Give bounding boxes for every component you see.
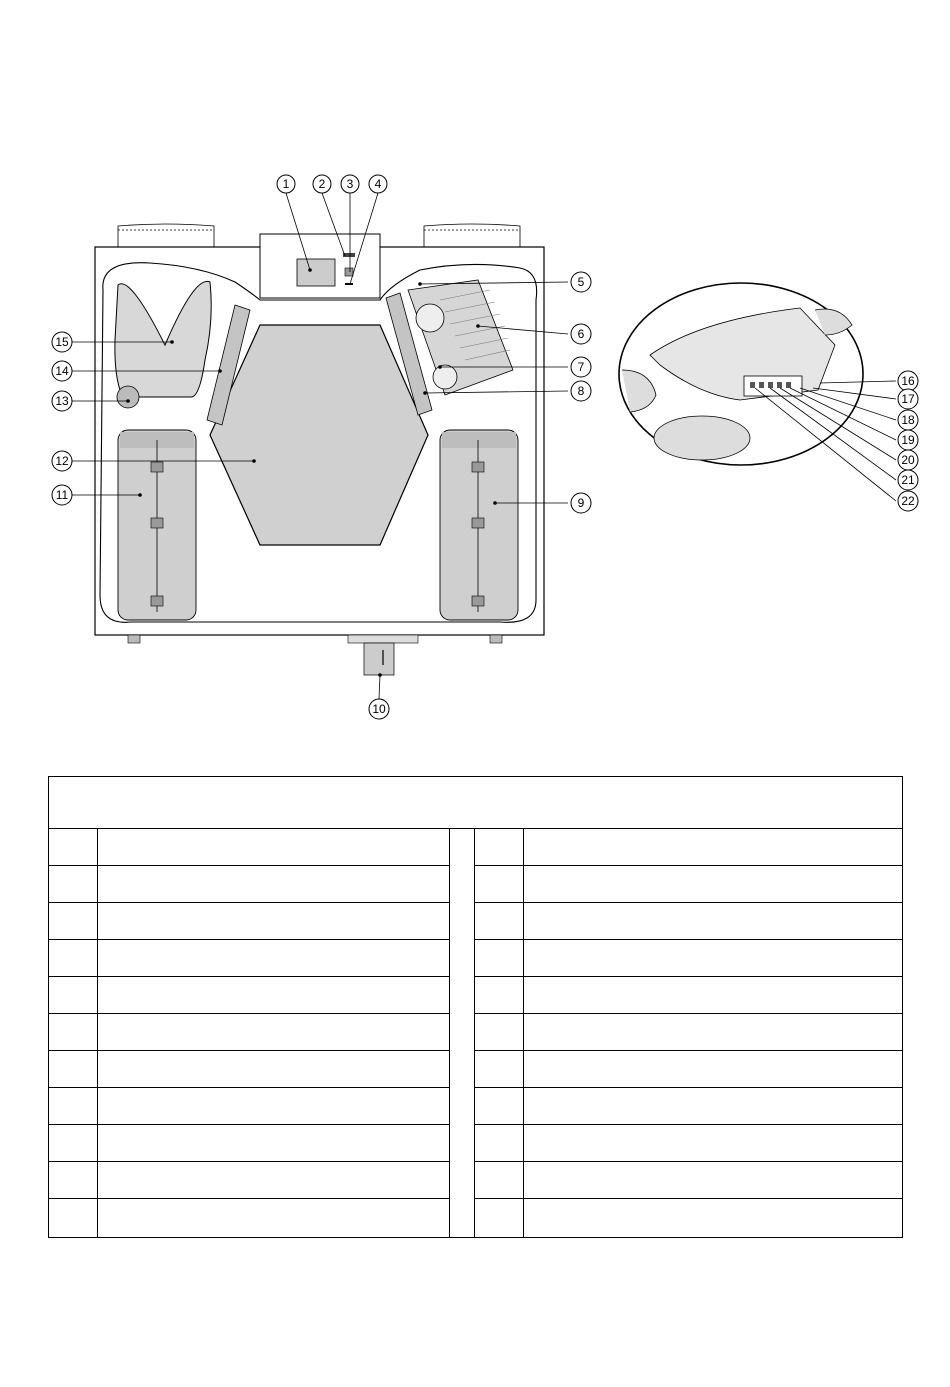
row-description bbox=[98, 940, 449, 976]
row-description bbox=[98, 977, 449, 1013]
row-number bbox=[49, 829, 98, 865]
svg-text:18: 18 bbox=[901, 413, 915, 427]
table-row bbox=[49, 1014, 449, 1051]
callout-9 bbox=[571, 493, 591, 513]
callout-21 bbox=[898, 470, 918, 490]
fan-right bbox=[440, 430, 518, 620]
svg-text:22: 22 bbox=[901, 494, 915, 508]
svg-text:2: 2 bbox=[318, 177, 326, 191]
svg-text:7: 7 bbox=[577, 360, 585, 374]
row-number bbox=[49, 1125, 98, 1161]
svg-text:1: 1 bbox=[282, 177, 290, 191]
table-row bbox=[475, 1088, 902, 1125]
row-number bbox=[49, 866, 98, 902]
legend-title bbox=[49, 777, 902, 829]
table-row bbox=[49, 1125, 449, 1162]
table-row bbox=[475, 903, 902, 940]
row-number bbox=[475, 1014, 524, 1050]
row-description bbox=[98, 1199, 449, 1237]
row-number bbox=[475, 940, 524, 976]
callout-5 bbox=[571, 272, 591, 292]
svg-text:15: 15 bbox=[55, 335, 69, 349]
svg-text:14: 14 bbox=[55, 364, 69, 378]
row-number bbox=[475, 977, 524, 1013]
row-number bbox=[475, 1162, 524, 1198]
row-description bbox=[98, 1014, 449, 1050]
row-number bbox=[475, 1088, 524, 1124]
row-description bbox=[524, 1051, 902, 1087]
svg-text:20: 20 bbox=[901, 453, 915, 467]
callout-15 bbox=[52, 332, 72, 352]
row-description bbox=[98, 1162, 449, 1198]
row-description bbox=[524, 1162, 902, 1198]
display-screen bbox=[297, 259, 335, 286]
callout-2 bbox=[313, 175, 331, 193]
callout-6 bbox=[571, 324, 591, 344]
callout-12 bbox=[52, 451, 72, 471]
row-description bbox=[524, 1199, 902, 1237]
callout-18 bbox=[898, 410, 918, 430]
row-description bbox=[98, 1125, 449, 1161]
legend-table bbox=[48, 776, 903, 1238]
svg-text:16: 16 bbox=[901, 374, 915, 388]
table-row bbox=[49, 866, 449, 903]
legend-divider-column bbox=[449, 829, 475, 1237]
table-row bbox=[475, 1125, 902, 1162]
row-description bbox=[524, 1088, 902, 1124]
table-row bbox=[475, 866, 902, 903]
row-description bbox=[98, 1088, 449, 1124]
svg-text:6: 6 bbox=[577, 327, 585, 341]
row-description bbox=[98, 1051, 449, 1087]
callout-19 bbox=[898, 430, 918, 450]
table-row bbox=[49, 903, 449, 940]
inset-detail bbox=[619, 283, 863, 465]
row-description bbox=[524, 829, 902, 865]
row-number bbox=[475, 903, 524, 939]
row-number bbox=[49, 1162, 98, 1198]
table-row bbox=[475, 940, 902, 977]
row-number bbox=[49, 1088, 98, 1124]
row-description bbox=[98, 829, 449, 865]
push-button bbox=[345, 268, 353, 276]
row-description bbox=[524, 940, 902, 976]
bypass-motor bbox=[117, 386, 139, 408]
fan-left bbox=[118, 430, 196, 620]
svg-text:17: 17 bbox=[901, 392, 915, 406]
row-description bbox=[524, 903, 902, 939]
svg-text:21: 21 bbox=[901, 473, 915, 487]
row-description bbox=[524, 1125, 902, 1161]
svg-text:9: 9 bbox=[577, 496, 585, 510]
row-number bbox=[49, 903, 98, 939]
table-row bbox=[475, 1051, 902, 1088]
table-row bbox=[475, 977, 902, 1014]
svg-text:12: 12 bbox=[55, 454, 69, 468]
row-number bbox=[49, 1199, 98, 1237]
row-number bbox=[475, 866, 524, 902]
callout-13 bbox=[52, 391, 72, 411]
svg-text:13: 13 bbox=[55, 394, 69, 408]
callout-20 bbox=[898, 450, 918, 470]
row-number bbox=[475, 1199, 524, 1237]
condensate-drain bbox=[348, 635, 418, 675]
row-number bbox=[49, 977, 98, 1013]
row-number bbox=[475, 1051, 524, 1087]
table-row bbox=[49, 1088, 449, 1125]
table-row bbox=[475, 1162, 902, 1199]
table-row bbox=[49, 940, 449, 977]
svg-text:11: 11 bbox=[55, 488, 69, 502]
row-number bbox=[49, 1051, 98, 1087]
svg-text:19: 19 bbox=[901, 433, 915, 447]
callout-4 bbox=[369, 175, 387, 193]
row-description bbox=[98, 903, 449, 939]
table-row bbox=[49, 1199, 449, 1237]
row-description bbox=[524, 1014, 902, 1050]
callout-16 bbox=[898, 371, 918, 391]
callout-11 bbox=[52, 485, 72, 505]
svg-text:10: 10 bbox=[372, 702, 386, 716]
row-number bbox=[49, 1014, 98, 1050]
callout-8 bbox=[571, 381, 591, 401]
callout-14 bbox=[52, 361, 72, 381]
callout-7 bbox=[571, 357, 591, 377]
table-row bbox=[475, 1199, 902, 1237]
row-number bbox=[475, 1125, 524, 1161]
foot-left bbox=[128, 635, 140, 643]
table-row bbox=[49, 1162, 449, 1199]
callout-3 bbox=[341, 175, 359, 193]
svg-text:4: 4 bbox=[374, 177, 382, 191]
legend-right-column bbox=[475, 829, 902, 1237]
callout-17 bbox=[898, 389, 918, 409]
svg-text:8: 8 bbox=[577, 384, 585, 398]
row-number bbox=[49, 940, 98, 976]
foot-right bbox=[490, 635, 502, 643]
callout-1 bbox=[277, 175, 295, 193]
callout-10 bbox=[369, 699, 389, 719]
table-row bbox=[49, 1051, 449, 1088]
callout-22 bbox=[898, 491, 918, 511]
table-row bbox=[475, 1014, 902, 1051]
svg-text:3: 3 bbox=[346, 177, 354, 191]
row-description bbox=[524, 977, 902, 1013]
usb-slot bbox=[345, 283, 353, 285]
row-description bbox=[98, 866, 449, 902]
row-number bbox=[475, 829, 524, 865]
svg-text:5: 5 bbox=[577, 275, 585, 289]
table-row bbox=[49, 977, 449, 1014]
row-description bbox=[524, 866, 902, 902]
table-row bbox=[49, 829, 449, 866]
legend-left-column bbox=[49, 829, 449, 1237]
table-row bbox=[475, 829, 902, 866]
